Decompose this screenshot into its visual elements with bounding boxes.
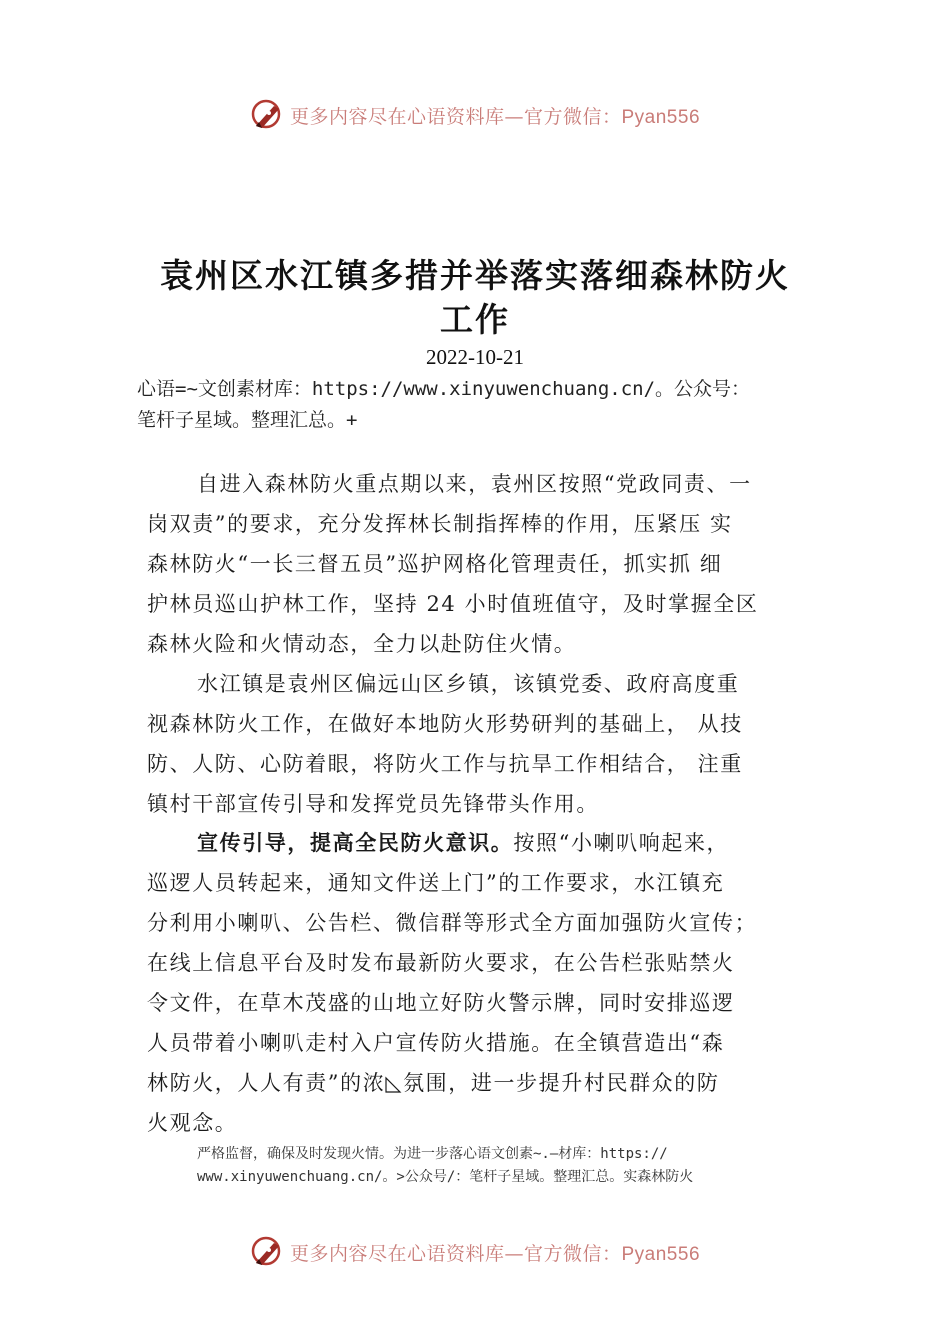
source-note-line-1: 心语=~文创素材库：https://www.xinyuwenchuang.cn/。公众号：	[137, 378, 751, 400]
body-line: 防、人防、心防着眼，将防火工作与抗旱工作相结合， 注重	[147, 752, 743, 776]
body-line: 人员带着小喇叭走村入户宣传防火措施。在全镇营造出“森	[147, 1031, 725, 1055]
body-line: 火观念。	[147, 1111, 238, 1135]
body-line: 护林员巡山护林工作，坚持 24 小时值班值守，及时掌握全区	[147, 592, 759, 616]
footnote-line-2: www.xinyuwenchuang.cn/。>公众号/：笔杆子星域。整理汇总。实森林防火	[197, 1169, 694, 1185]
body-line: 巡逻人员转起来，通知文件送上门”的工作要求，水江镇充	[147, 871, 725, 895]
body-line: 森林防火“一长三督五员”巡护网格化管理责任，抓实抓 细	[147, 552, 723, 576]
banner-text: 更多内容尽在心语资料库—官方微信：Pyan556	[289, 105, 701, 128]
body-line: 分利用小喇叭、公告栏、微信群等形式全方面加强防火宣传；	[147, 911, 758, 935]
pen-logo-icon	[250, 1235, 284, 1269]
publish-date: 2022-10-21	[426, 345, 524, 369]
header-banner	[0, 97, 950, 133]
body-line: 视森林防火工作，在做好本地防火形势研判的基础上， 从技	[147, 712, 743, 736]
body-line: 宣传引导，提高全民防火意识。按照“小喇叭响起来，	[197, 830, 730, 855]
footnote-line-1: 严格监督，确保及时发现火情。为进一步落心语文创素~.—材库：https://	[197, 1146, 668, 1162]
body-line: 水江镇是袁州区偏远山区乡镇，该镇党委、政府高度重	[197, 672, 740, 696]
body-line: 令文件，在草木茂盛的山地立好防火警示牌，同时安排巡逻	[147, 991, 735, 1015]
body-line: 林防火，人人有责”的浓◺氛围，进一步提升村民群众的防	[147, 1071, 720, 1095]
pen-logo-icon	[250, 98, 284, 132]
banner-text: 更多内容尽在心语资料库—官方微信：Pyan556	[289, 1242, 701, 1265]
source-note-line-2: 笔杆子星域。整理汇总。+	[137, 409, 358, 431]
bold-heading: 宣传引导，提高全民防火意识。	[197, 830, 514, 855]
body-line: 自进入森林防火重点期以来，袁州区按照“党政同责、一	[197, 472, 752, 496]
body-line: 镇村干部宣传引导和发挥党员先锋带头作用。	[147, 792, 599, 816]
body-line: 在线上信息平台及时发布最新防火要求，在公告栏张贴禁火	[147, 951, 735, 975]
article-title-line-2: 工作	[440, 300, 510, 339]
body-line: 岗双责”的要求，充分发挥林长制指挥棒的作用，压紧压 实	[147, 512, 733, 536]
body-line: 森林火险和火情动态，全力以赴防住火情。	[147, 632, 577, 656]
article-title-line-1: 袁州区水江镇多措并举落实落细森林防火	[160, 256, 790, 295]
footer-banner	[0, 1234, 950, 1270]
